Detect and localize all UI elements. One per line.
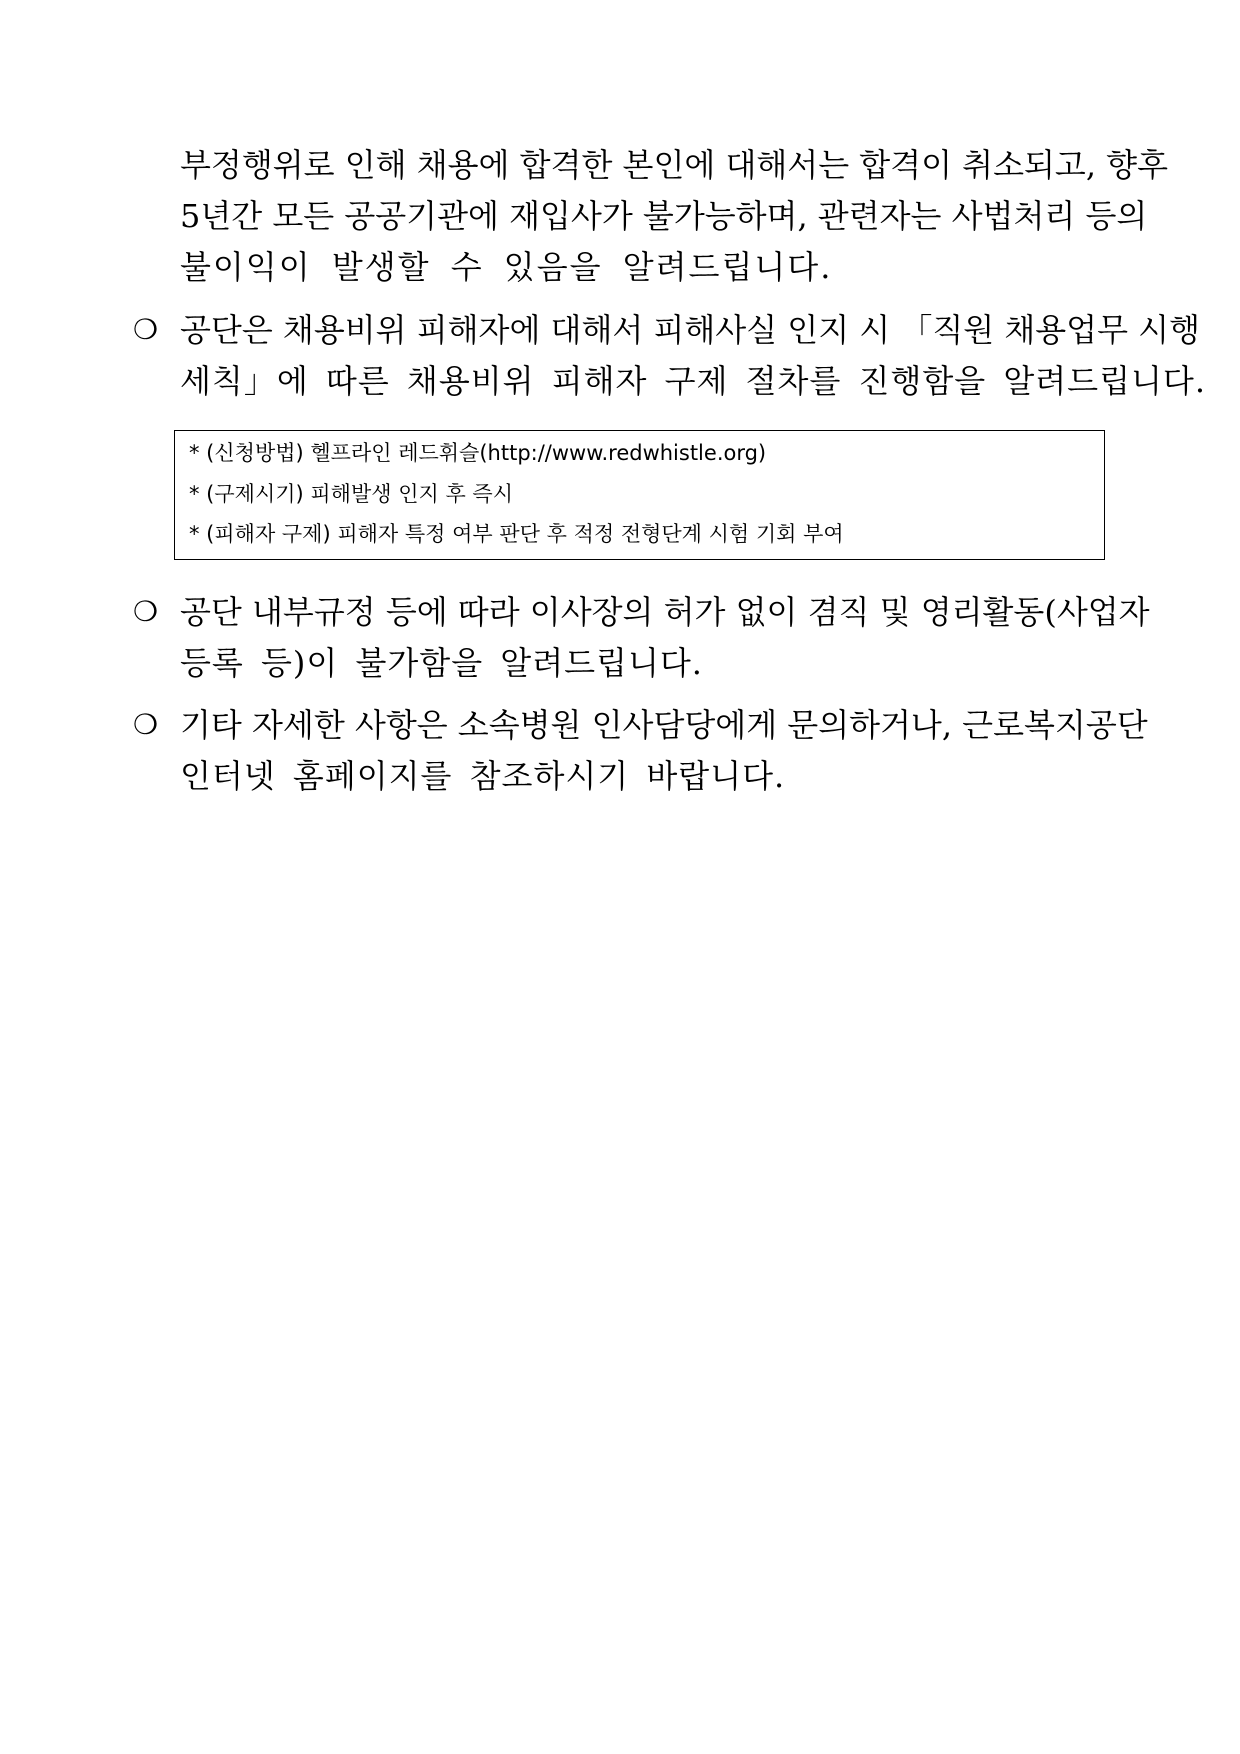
circle-bullet-icon: ❍ [133,708,159,741]
bullet-line: 공단 내부규정 등에 따라 이사장의 허가 없이 겸직 및 영리활동(사업자 [180,593,1150,631]
bullet-line: 공단은 채용비위 피해자에 대해서 피해사실 인지 시 「직원 채용업무 시행 [180,311,1200,349]
bullet-line: 기타 자세한 사항은 소속병원 인사담당에게 문의하거나, 근로복지공단 [180,706,1148,744]
bullet-line: 등록 등)이 불가함을 알려드립니다. [180,644,703,682]
paragraph-line: 불이익이 발생할 수 있음을 알려드립니다. [180,248,833,286]
circle-bullet-icon: ❍ [133,595,159,628]
note-box [174,430,1105,560]
circle-bullet-icon: ❍ [133,313,159,346]
note-item: * (구제시기) 피해발생 인지 후 즉시 [189,482,513,506]
paragraph-line: 5년간 모든 공공기관에 재입사가 불가능하며, 관련자는 사법처리 등의 [180,197,1148,235]
bullet-line: 세칙」에 따른 채용비위 피해자 구제 절차를 진행함을 알려드립니다. [180,362,1207,400]
paragraph-line: 부정행위로 인해 채용에 합격한 본인에 대해서는 합격이 취소되고, 향후 [180,146,1168,184]
bullet-line: 인터넷 홈페이지를 참조하시기 바랍니다. [180,757,786,795]
note-item: * (피해자 구제) 피해자 특정 여부 판단 후 적정 전형단계 시험 기회 부여 [189,522,844,546]
note-item: * (신청방법) 헬프라인 레드휘슬(http://www.redwhistle.org) [189,441,767,465]
